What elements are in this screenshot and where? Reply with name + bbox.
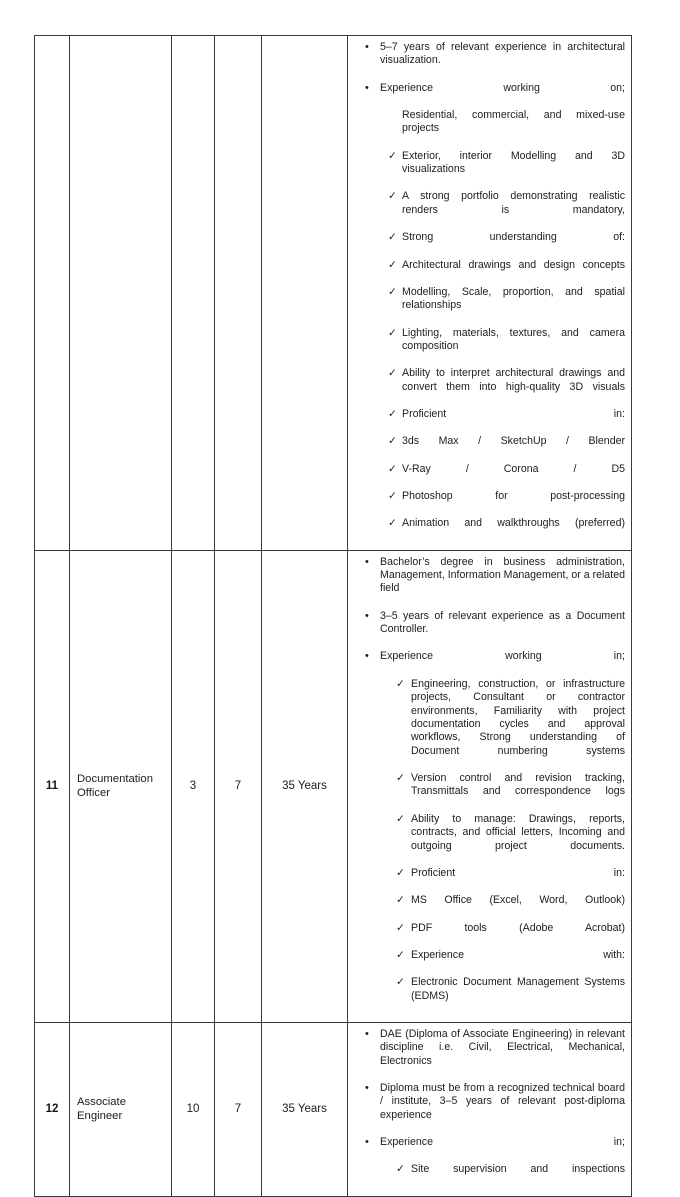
bullet-icon: • — [365, 1081, 369, 1094]
cell-position-title — [70, 36, 172, 551]
requirement-item — [354, 190, 625, 230]
checkmark-icon: ✓ — [388, 258, 397, 271]
requirement-text: Experience working in; — [380, 650, 625, 663]
requirement-item — [354, 922, 625, 949]
table-row — [35, 1022, 632, 1196]
bullet-icon: • — [365, 555, 369, 568]
requirement-text: Animation and walkthroughs (preferred) — [402, 517, 625, 530]
requirement-text: PDF tools (Adobe Acrobat) — [411, 921, 625, 934]
requirement-item — [354, 650, 625, 677]
cell-requirements — [348, 36, 632, 551]
requirement-item — [354, 517, 625, 544]
requirement-item — [354, 1136, 625, 1163]
bullet-icon: • — [365, 1136, 369, 1149]
cell-serial-number: 12 — [35, 1022, 70, 1196]
requirement-item — [354, 408, 625, 435]
cell-position-title: Associate Engineer — [70, 1022, 172, 1196]
requirement-text: Diploma must be from a recognized technical board / institute, 3–5 years of relevant post-diploma experience — [380, 1081, 625, 1121]
requirement-item — [354, 949, 625, 976]
requirement-text: Experience with: — [411, 948, 625, 961]
requirements-list — [354, 1028, 625, 1190]
checkmark-icon: ✓ — [388, 435, 397, 448]
cell-value-b: 7 — [215, 1022, 262, 1196]
requirement-text: MS Office (Excel, Word, Outlook) — [411, 894, 625, 907]
checkmark-icon: ✓ — [396, 677, 405, 690]
requirement-text: Experience in; — [380, 1136, 625, 1149]
requirement-item — [354, 976, 625, 1016]
requirement-item — [354, 367, 625, 407]
requirements-list — [354, 41, 625, 544]
requirement-text: Engineering, construction, or infrastructure projects, Consultant or contractor environments, Familiarity with project documentation cycles and approval workflows, Strong understanding of Document numbering systems — [411, 677, 625, 757]
cell-value-a: 10 — [172, 1022, 215, 1196]
checkmark-icon: ✓ — [388, 149, 397, 162]
requirement-text: Electronic Document Management Systems (EDMS) — [411, 976, 625, 1002]
requirement-item — [354, 556, 625, 610]
requirement-text: Architectural drawings and design concepts — [402, 258, 625, 271]
requirements-list — [354, 556, 625, 1017]
requirement-text: V-Ray / Corona / D5 — [402, 462, 625, 475]
cell-value-a — [172, 36, 215, 551]
requirement-text: Photoshop for post-processing — [402, 489, 625, 502]
requirement-item — [354, 772, 625, 812]
requirement-text: Proficient in: — [402, 407, 625, 420]
bullet-icon: • — [365, 41, 369, 53]
checkmark-icon: ✓ — [388, 489, 397, 502]
requirement-item — [354, 867, 625, 894]
requirement-text: Site supervision and inspections — [411, 1163, 625, 1176]
checkmark-icon: ✓ — [388, 407, 397, 420]
job-requirements-table — [34, 35, 632, 1197]
checkmark-icon: ✓ — [396, 894, 405, 907]
checkmark-icon: ✓ — [388, 462, 397, 475]
checkmark-icon: ✓ — [396, 866, 405, 879]
table-row — [35, 550, 632, 1022]
cell-requirements — [348, 550, 632, 1022]
requirement-item — [354, 813, 625, 867]
bullet-icon: • — [365, 650, 369, 663]
cell-requirements — [348, 1022, 632, 1196]
requirement-text: Proficient in: — [411, 866, 625, 879]
checkmark-icon: ✓ — [388, 190, 397, 203]
requirement-text: Modelling, Scale, proportion, and spatial relationships — [402, 285, 625, 312]
cell-value-b: 7 — [215, 550, 262, 1022]
bullet-icon: • — [365, 609, 369, 622]
cell-value-a: 3 — [172, 550, 215, 1022]
cell-max-age: 35 Years — [262, 1022, 348, 1196]
cell-max-age — [262, 36, 348, 551]
requirement-text: Strong understanding of: — [402, 231, 625, 244]
bullet-icon: • — [365, 81, 369, 94]
requirement-item — [354, 610, 625, 650]
requirement-item — [354, 259, 625, 286]
cell-serial-number: 11 — [35, 550, 70, 1022]
requirement-item — [354, 231, 625, 258]
requirement-item — [354, 327, 625, 367]
checkmark-icon: ✓ — [396, 1163, 405, 1176]
requirement-item — [354, 1082, 625, 1136]
requirement-item — [354, 109, 625, 149]
checkmark-icon: ✓ — [388, 231, 397, 244]
requirement-item — [354, 41, 625, 81]
checkmark-icon: ✓ — [388, 285, 397, 298]
requirement-item — [354, 894, 625, 921]
requirement-text: 3–5 years of relevant experience as a Document Controller. — [380, 609, 625, 636]
checkmark-icon: ✓ — [396, 976, 405, 989]
requirement-text: Residential, commercial, and mixed-use projects — [402, 109, 625, 135]
checkmark-icon: ✓ — [388, 326, 397, 339]
requirement-item — [354, 82, 625, 109]
cell-max-age: 35 Years — [262, 550, 348, 1022]
requirement-text: Ability to manage: Drawings, reports, contracts, and official letters, Incoming and outgoing project documents. — [411, 812, 625, 852]
cell-position-title: Documentation Officer — [70, 550, 172, 1022]
checkmark-icon: ✓ — [396, 921, 405, 934]
requirement-item — [354, 286, 625, 326]
requirement-item — [354, 678, 625, 772]
checkmark-icon: ✓ — [396, 948, 405, 961]
requirement-text: 5–7 years of relevant experience in architectural visualization. — [380, 41, 625, 67]
requirement-text: Lighting, materials, textures, and camera composition — [402, 326, 625, 352]
checkmark-icon: ✓ — [388, 517, 397, 530]
checkmark-icon: ✓ — [396, 812, 405, 825]
table-body — [35, 36, 632, 1197]
requirement-text: Version control and revision tracking, Transmittals and correspondence logs — [411, 772, 625, 798]
requirement-text: Ability to interpret architectural drawings and convert them into high-quality 3D visuals — [402, 367, 625, 393]
requirement-text: A strong portfolio demonstrating realistic renders is mandatory, — [402, 190, 625, 216]
cell-value-b — [215, 36, 262, 551]
checkmark-icon: ✓ — [396, 772, 405, 785]
cell-serial-number — [35, 36, 70, 551]
table-row — [35, 36, 632, 551]
requirement-text: Experience working on; — [380, 81, 625, 94]
requirement-item — [354, 463, 625, 490]
requirement-item — [354, 150, 625, 190]
requirement-text: 3ds Max / SketchUp / Blender — [402, 435, 625, 448]
checkmark-icon: ✓ — [388, 367, 397, 380]
requirement-text: Exterior, interior Modelling and 3D visualizations — [402, 149, 625, 176]
requirement-item — [354, 1028, 625, 1082]
requirement-text: DAE (Diploma of Associate Engineering) in relevant discipline i.e. Civil, Electrical, Mechanical, Electronics — [380, 1027, 625, 1067]
requirement-text: Bachelor’s degree in business administration, Management, Information Management, or a related field — [380, 555, 625, 595]
requirement-item — [354, 1163, 625, 1190]
bullet-icon: • — [365, 1027, 369, 1040]
requirement-item — [354, 435, 625, 462]
requirement-item — [354, 490, 625, 517]
